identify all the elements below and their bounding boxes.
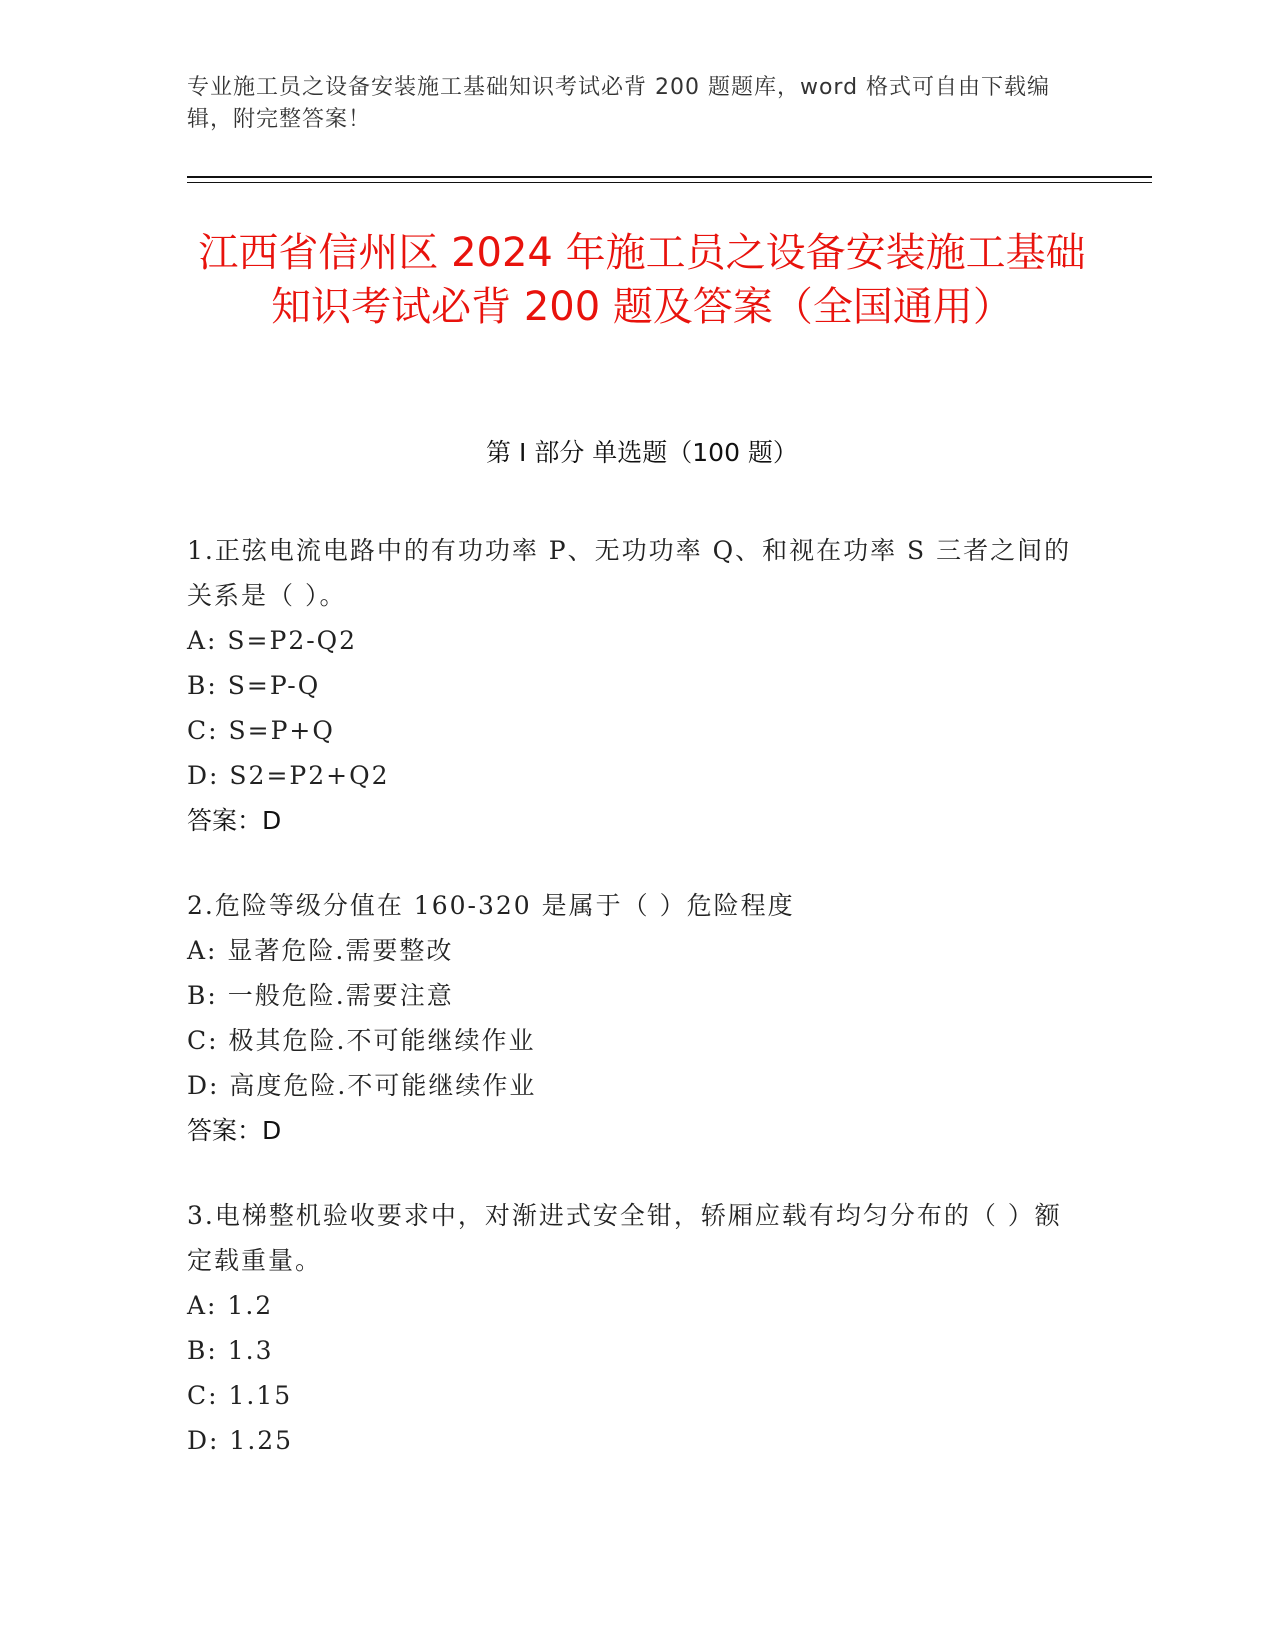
option-b: B: 一般危险.需要注意 (187, 981, 454, 1010)
option-d: D: 1.25 (187, 1426, 294, 1455)
option-d: D: S2=P2+Q2 (187, 761, 390, 790)
question-list (187, 528, 1087, 1503)
question-3 (187, 1193, 1087, 1463)
option-a: A: 显著危险.需要整改 (187, 936, 454, 965)
answer-label: 答案：D (187, 1116, 282, 1145)
option-a: A: 1.2 (187, 1291, 274, 1320)
option-c: C: S=P+Q (187, 716, 335, 745)
section-title: 第 I 部分 单选题（100 题） (486, 438, 798, 467)
option-b: B: 1.3 (187, 1336, 274, 1365)
question-stem: 2.危险等级分值在 160-320 是属于（ ）危险程度 (187, 891, 795, 920)
option-a: A: S=P2-Q2 (187, 626, 358, 655)
option-c: C: 1.15 (187, 1381, 293, 1410)
option-b: B: S=P-Q (187, 671, 321, 700)
header-divider-thick (187, 176, 1152, 178)
question-stem: 1.正弦电流电路中的有功功率 P、无功功率 Q、和视在功率 S 三者之间的关系是（ ）。 (187, 536, 1072, 610)
option-d: D: 高度危险.不可能继续作业 (187, 1071, 537, 1100)
option-c: C: 极其危险.不可能继续作业 (187, 1026, 536, 1055)
question-1 (187, 528, 1087, 843)
question-2 (187, 883, 1087, 1153)
question-stem: 3.电梯整机验收要求中，对渐进式安全钳，轿厢应载有均匀分布的（ ）额定载重量。 (187, 1201, 1062, 1275)
document-title: 江西省信州区 2024 年施工员之设备安装施工基础知识考试必背 200 题及答案（全国通用） (198, 230, 1086, 330)
header-note: 专业施工员之设备安装施工基础知识考试必背 200 题题库，word 格式可自由下载编辑，附完整答案！ (187, 75, 1051, 132)
header-divider-thin (187, 182, 1152, 183)
answer-label: 答案：D (187, 806, 282, 835)
